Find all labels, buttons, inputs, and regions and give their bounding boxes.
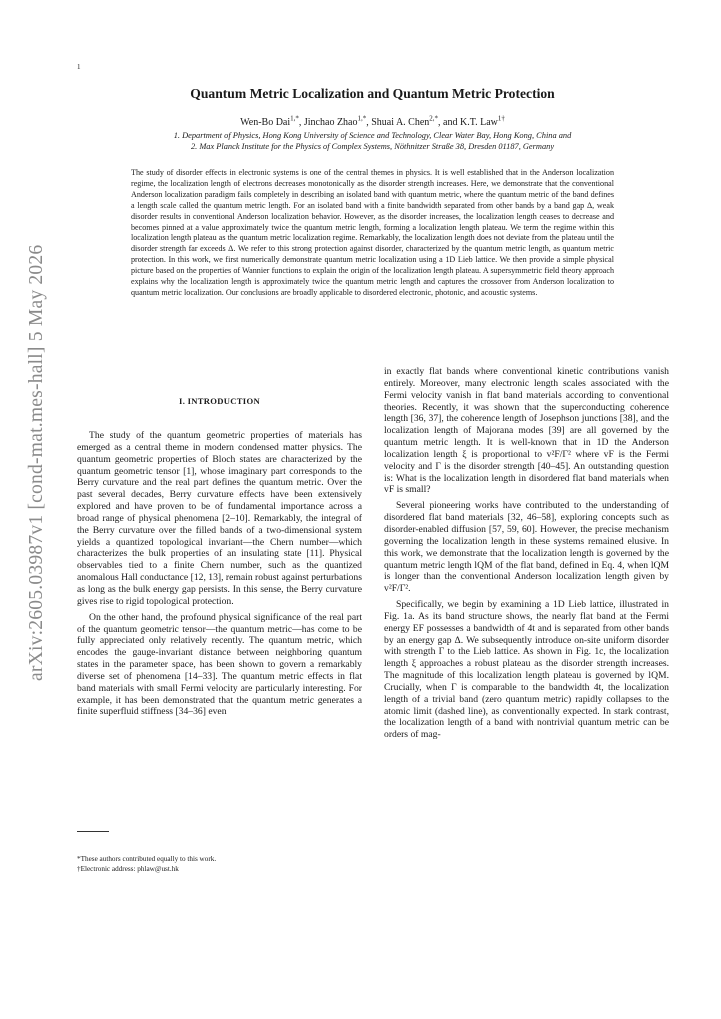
author-name: Shuai A. Chen [371,117,430,128]
footnote: *These authors contributed equally to this work. [77,855,217,863]
affiliations [90,130,655,152]
body-paragraph: in exactly flat bands where conventional kinetic contributions vanish entirely. Moreover, many electronic length scales associated with the Fermi velocity vanish in flat band materials according to conventional theories. Recently, it was shown that the superconducting coherence length [36, 37], the coherence length of Josephson junctions [38], and the localization length of Majorana modes [39] are all governed by the quantum metric length. It is well-known that in 1D the Anderson localization length ξ is proportional to v²F/Γ² where vF is the Fermi velocity and Γ is the disorder strength [40–45]. An outstanding question is: What is the localization length in disordered flat band materials when vF is small? [384,366,669,496]
author-name: Jinchao Zhao [303,117,358,128]
author-affil-mark: 2,* [429,114,439,123]
body-paragraph: Several pioneering works have contributed to the understanding of disordered flat band materials [32, 46–58], exploring concepts such as disorder-enabled diffusion [57, 59, 60]. However, the precise mechanism governing the localization length in these systems remained elusive. In this work, we demonstrate that the localization length is governed by the quantum metric length lQM of the flat band, defined in Eq. 4, when lQM is longer than the conventional Anderson localization length given by v²F/Γ². [384,500,669,595]
author-affil-mark: 1,* [357,114,367,123]
affiliation-1: 1. Department of Physics, Hong Kong University of Science and Technology, Clear Water Bay, Hong Kong, China and [173,131,572,140]
body-paragraph: The study of the quantum geometric properties of materials has emerged as a central theme in modern condensed matter physics. The quantum geometric properties of Bloch states are characterized by the quantum geometric tensor [1], whose imaginary part corresponds to the Berry curvature and the real part defines the quantum metric. Over the past several decades, Berry curvature effects have been extensively explored and have proven to be of fundamental importance across a broad range of physical phenomena [2–10]. Remarkably, the integral of the Berry curvature over the filled bands of a two-dimensional system yields a quantized topological invariant—the Chern number—which characterizes the bulk properties of an insulating state [11]. Physical observables tied to a finite Chern number, such as the quantized anomalous Hall conductance [12, 13], remain robust against perturbations as long as the bulk energy gap persists. In this sense, the Berry curvature gives rise to rigid topological protection. [77,430,362,607]
author-name: Wen-Bo Dai [240,117,291,128]
body-paragraph: On the other hand, the profound physical significance of the real part of the quantum geometric tensor—the quantum metric—has come to be fully appreciated only relatively recently. The quantum metric, which encodes the gauge-invariant distance between neighboring quantum states in the parameter space, has been shown to govern a remarkably diverse set of phenomena [14–33]. The quantum metric effects in flat band materials with small Fermi velocity are particularly interesting. For example, it has been demonstrated that the quantum metric generates a finite superfluid stiffness [34–36] even [77,611,362,718]
footnotes [77,854,216,874]
author-list: Wen-Bo Dai$^{1,*}$, Jinchao Zhao$^{1,*}$, Shuai A. Chen$^{2,*}$, and K.T. Law$^{1\dagger}$ [240,114,505,128]
right-column [384,366,669,741]
abstract: The study of disorder effects in electronic systems is one of the central themes in physics. It is well established that in the Anderson localization regime, the localization length of electrons decreases monotonically as the disorder strength increases. Here, we demonstrate that the conventional Anderson localization paradigm fails completely in describing an isolated band with quantum metric, where the quantum metric of the band defines a length scale called the quantum metric length. For an isolated band with a finite bandwidth separated from other bands by a band gap Δ, weak disorder results in conventional Anderson localization behavior. However, as the disorder increases, the localization length ceases to decrease and becomes pinned at a value approximately twice the quantum metric length, forming a localization length plateau. We term the regime within this localization length plateau as the quantum metric localization regime. Remarkably, the localization length does not deviate from the plateau until the disorder strength far exceeds Δ. We refer to this strong protection against disorder, characterized by the quantum metric length, as quantum metric protection. In this work, we first numerically demonstrate quantum metric localization using a 1D Lieb lattice. We then provide a simple physical picture based on the properties of Wannier functions to explain the origin of the localization length plateau. A supersymmetric field theory approach explains why the localization length is approximately twice the quantum metric length and captures the crossover from Anderson localization to quantum metric localization. Our conclusions are broadly applicable to disordered electronic, photonic, and acoustic systems. [131,168,614,297]
footnote: †Electronic address: phlaw@ust.hk [77,865,179,873]
left-column [77,430,362,718]
author-affil-mark: 1† [497,114,505,123]
body-paragraph: Specifically, we begin by examining a 1D Lieb lattice, illustrated in Fig. 1a. As its band structure shows, the nearly flat band at the Fermi energy EF possesses a bandwidth of 4t and is separated from other bands by an energy gap Δ. We subsequently introduce on-site uniform disorder with strength Γ to the Lieb lattice. As shown in Fig. 1c, the localization length ξ approaches a robust plateau as the disorder strength increases. The magnitude of this localization length plateau is governed by lQM. Crucially, when Γ is comparable to the bandwidth 4t, the localization length of a trivial band (zero quantum metric) rapidly collapses to the atomic limit (dashed line), as conventionally expected. In stark contrast, the localization length of a band with nontrivial quantum metric can be orders of mag- [384,599,669,741]
affiliation-2: 2. Max Planck Institute for the Physics of Complex Systems, Nöthnitzer Straße 38, Dresden 01187, Germany [190,142,555,151]
arxiv-identifier: arXiv:2605.03987v1 [cond-mat.mes-hall] 5 May 2026 [26,244,47,681]
section-heading: I. INTRODUCTION [179,396,260,406]
author-affil-mark: 1,* [290,114,299,123]
page-number: 1 [77,63,81,71]
footnote-divider [77,831,109,832]
author-name: K.T. Law [460,117,498,128]
paper-title: Quantum Metric Localization and Quantum Metric Protection [190,86,555,101]
